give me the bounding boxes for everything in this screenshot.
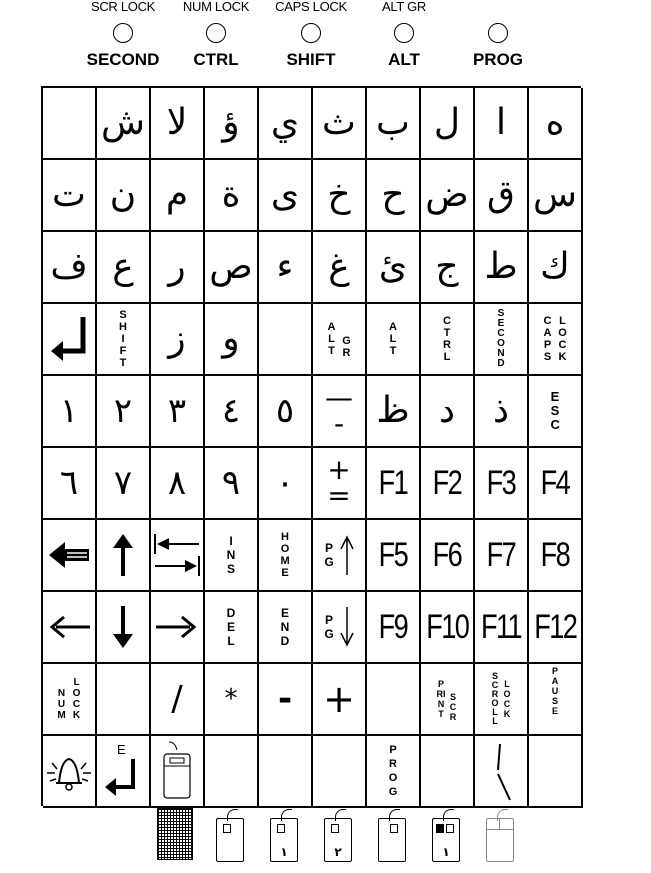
key-qaf[interactable] [475,160,529,232]
key-label: F12 [533,607,577,646]
indicator-top-label: SCR LOCK [90,0,156,14]
backspace-arrow-icon [47,540,91,570]
key-label: F5 [378,535,408,574]
key-f2[interactable] [421,448,475,520]
key-label: م [165,174,189,215]
key-enter-e[interactable] [97,736,151,808]
key-teh-marbuta[interactable] [205,160,259,232]
key-teh[interactable] [43,160,97,232]
key-plus[interactable] [313,664,367,736]
key-label: ج [435,246,459,287]
indicator-ctrl [166,0,266,70]
key-label: F6 [432,535,462,574]
key-label: F2 [432,463,462,502]
key-label: ق [487,174,515,215]
key-1[interactable] [43,376,97,448]
key-r10c6[interactable] [313,736,367,808]
key-label: = [327,479,351,512]
key-beh[interactable] [367,88,421,160]
key-shift[interactable] [97,304,151,376]
key-star[interactable] [205,664,259,736]
key-page-down[interactable] [313,592,367,664]
key-feh[interactable] [43,232,97,304]
key-label: ا [495,102,506,143]
key-2[interactable] [97,376,151,448]
key-label: ر [168,246,186,287]
led-icon [206,23,226,43]
key-label: PG [324,541,334,569]
key-label: ك [540,246,570,287]
key-9[interactable] [205,448,259,520]
mouse-label: ٢ [334,845,342,859]
key-label: ف [50,246,88,287]
key-end[interactable] [259,592,313,664]
key-label: SCR [449,692,457,722]
key-dash[interactable] [313,376,367,448]
key-label: ض [425,174,469,215]
key-r10c9[interactable] [475,736,529,808]
key-label: ٨ [167,463,187,503]
indicator-prog [448,0,548,70]
key-label: SCROLL [491,671,499,726]
key-label: F3 [486,463,516,502]
key-label: ئ [378,246,408,287]
key-f5[interactable] [367,520,421,592]
indicator-shift [261,0,361,70]
key-yeh-hamza[interactable] [367,232,421,304]
mouse-right-icon [378,818,406,862]
key-label: * [224,684,238,714]
key-hah[interactable] [367,160,421,232]
key-tab[interactable] [151,520,205,592]
key-label: ل [433,102,461,143]
mouse-label: ١ [280,845,288,859]
indicator-bottom-label: SECOND [86,50,160,69]
indicator-top-label: NUM LOCK [182,0,250,14]
key-alt[interactable] [367,304,421,376]
key-alef[interactable] [475,88,529,160]
key-ghain[interactable] [313,232,367,304]
arrow-right-icon [156,615,198,639]
key-label: / [171,679,183,719]
key-label: ء [276,246,294,287]
indicator-bottom-label: ALT [388,50,420,69]
indicator-bottom-label: SHIFT [286,50,336,69]
key-plus-equal[interactable] [313,448,367,520]
key-label: F9 [378,607,408,646]
key-label: - [277,679,293,719]
key-label: ٣ [167,391,187,431]
key-tah[interactable] [475,232,529,304]
mouse-left-icon [216,818,244,862]
key-label: ة [221,174,241,215]
key-label: ٦ [59,463,79,503]
indicator-bottom-label: CTRL [193,50,239,69]
led-icon [488,23,508,43]
key-alt-gr[interactable] [313,304,367,376]
key-f8[interactable] [529,520,583,592]
key-sheen[interactable] [97,88,151,160]
key-label: ٤ [221,391,241,431]
indicator-top-label: CAPS LOCK [275,0,347,14]
key-pause[interactable] [529,664,583,736]
key-label: ؤ [222,102,240,143]
key-label: ٠ [275,463,295,503]
key-khah[interactable] [313,160,367,232]
indicator-bottom-label: PROG [472,50,524,69]
mouse-both-icon [432,818,460,862]
key-del[interactable] [205,592,259,664]
key-f1[interactable] [367,448,421,520]
led-icon [301,23,321,43]
led-icon [113,23,133,43]
key-minus[interactable] [259,664,313,736]
key-ain[interactable] [97,232,151,304]
key-thal[interactable] [475,376,529,448]
slash-backslash-icon [486,740,516,802]
key-mouse[interactable] [151,736,205,808]
key-label: د [438,390,456,431]
key-label: HOME [280,531,290,579]
key-r9c2[interactable] [97,664,151,736]
key-enter[interactable] [43,304,97,376]
key-r10c5[interactable] [259,736,313,808]
key-hamza[interactable] [259,232,313,304]
key-label: ب [376,102,410,143]
key-3[interactable] [151,376,205,448]
key-label: — [325,381,353,414]
mouse-label: ١ [442,845,450,859]
key-label: LOCK [558,315,567,363]
indicator-second [73,0,173,70]
key-label: LOCK [72,677,81,721]
indicator-top-label: ALT GR [382,0,426,14]
key-home[interactable] [259,520,313,592]
enter-arrow-icon [101,751,145,803]
key-print-scr[interactable] [421,664,475,736]
key-slash[interactable] [151,664,205,736]
key-esc[interactable] [529,376,583,448]
key-label: SHIFT [119,309,127,369]
mouse-blank-icon [486,818,514,862]
arrow-left-icon [48,615,90,639]
key-r9c7[interactable] [367,664,421,736]
key-seen[interactable] [529,160,583,232]
key-label: F10 [425,607,469,646]
key-up[interactable] [97,520,151,592]
key-label: PRINT [436,679,446,719]
key-label: ALT [327,321,336,357]
key-waw[interactable] [205,304,259,376]
key-jeem[interactable] [421,232,475,304]
key-lam-alef[interactable] [151,88,205,160]
key-label: - [333,407,345,440]
key-label: GR [342,335,351,359]
key-left[interactable] [43,592,97,664]
mouse-1-icon [270,818,298,862]
key-label: F8 [540,535,570,574]
key-label: ٥ [275,391,295,431]
key-7[interactable] [97,448,151,520]
key-label: ش [101,102,145,143]
key-label: F1 [378,463,408,502]
page-down-arrow-icon [340,607,354,647]
key-label: ن [109,174,137,215]
key-label: NUM [57,688,66,721]
key-4[interactable] [205,376,259,448]
key-scroll-lock[interactable] [475,664,529,736]
key-yeh[interactable] [259,88,313,160]
key-caps-lock[interactable] [529,304,583,376]
arrow-down-icon [111,604,135,650]
key-label: ي [270,102,300,143]
key-f7[interactable] [475,520,529,592]
led-icon [394,23,414,43]
key-label: ٢ [113,391,133,431]
key-label: ط [484,246,518,287]
indicator-top-label [448,0,548,14]
key-ctrl[interactable] [421,304,475,376]
key-0[interactable] [259,448,313,520]
key-num-lock[interactable] [43,664,97,736]
key-label: غ [328,246,350,287]
key-label: + [327,453,351,486]
page-up-arrow-icon [340,535,354,575]
key-label: END [280,606,290,648]
bell-icon [44,749,94,793]
key-down[interactable] [97,592,151,664]
key-zah[interactable] [367,376,421,448]
key-f6[interactable] [421,520,475,592]
key-label: ح [381,174,405,215]
key-label: خ [327,174,351,215]
arrow-up-icon [111,532,135,578]
key-label: F4 [540,463,570,502]
mouse-icon [159,740,195,802]
key-f12[interactable] [529,592,583,664]
tab-icon [153,530,201,580]
key-f11[interactable] [475,592,529,664]
mouse-indicators [0,808,651,868]
key-label: ESC [550,389,560,432]
key-prog[interactable] [367,736,421,808]
key-label: ث [322,102,356,143]
key-dad[interactable] [421,160,475,232]
key-label: ٧ [113,463,133,503]
key-meem[interactable] [151,160,205,232]
key-label: ١ [59,391,79,431]
key-label: ٩ [221,463,241,503]
key-label: LOCK [503,679,511,719]
key-label: و [222,318,240,359]
key-lam[interactable] [421,88,475,160]
key-5[interactable] [259,376,313,448]
key-label: CAPS [543,315,552,363]
key-8[interactable] [151,448,205,520]
key-label: ظ [376,390,410,431]
key-label: ه [545,102,565,143]
indicator-alt [354,0,454,70]
key-label: + [323,677,355,721]
keyboard-grid [41,86,581,806]
key-label: PAUSE [551,666,559,716]
key-label: لا [166,102,188,143]
key-waw-hamza[interactable] [205,88,259,160]
key-bell[interactable] [43,736,97,808]
key-label: CTRL [443,315,451,363]
key-heh[interactable] [529,88,583,160]
key-zay[interactable] [151,304,205,376]
key-ins[interactable] [205,520,259,592]
key-right[interactable] [151,592,205,664]
key-kaf[interactable] [529,232,583,304]
key-r4c5[interactable] [259,304,313,376]
key-label: DEL [226,606,236,648]
key-page-up[interactable] [313,520,367,592]
key-label: INS [226,534,236,576]
mouse-2-icon [324,818,352,862]
key-f9[interactable] [367,592,421,664]
key-noon[interactable] [97,160,151,232]
key-label: PG [324,613,334,641]
key-label: ى [270,174,300,215]
key-label: SECOND [497,308,505,369]
key-6[interactable] [43,448,97,520]
key-f3[interactable] [475,448,529,520]
key-second[interactable] [475,304,529,376]
enter-arrow-icon [47,313,91,365]
key-f10[interactable] [421,592,475,664]
key-backspace[interactable] [43,520,97,592]
key-label: PROG [388,744,398,798]
key-label: F7 [486,535,516,574]
key-label: ز [168,318,186,359]
key-reh[interactable] [151,232,205,304]
key-label: ع [112,246,134,287]
key-theh[interactable] [313,88,367,160]
key-dal[interactable] [421,376,475,448]
key-r10c8[interactable] [421,736,475,808]
key-r10c4[interactable] [205,736,259,808]
key-sad[interactable] [205,232,259,304]
key-label: س [533,174,577,215]
key-label: ALT [389,321,397,357]
key-label: ت [52,174,86,215]
key-label: F11 [480,607,522,646]
key-label: ذ [492,390,510,431]
enter-e-label: E [117,742,126,757]
key-label: ص [209,246,253,287]
key-f4[interactable] [529,448,583,520]
key-alef-maksura[interactable] [259,160,313,232]
key-r10c10[interactable] [529,736,583,808]
key-r1c1[interactable] [43,88,97,160]
